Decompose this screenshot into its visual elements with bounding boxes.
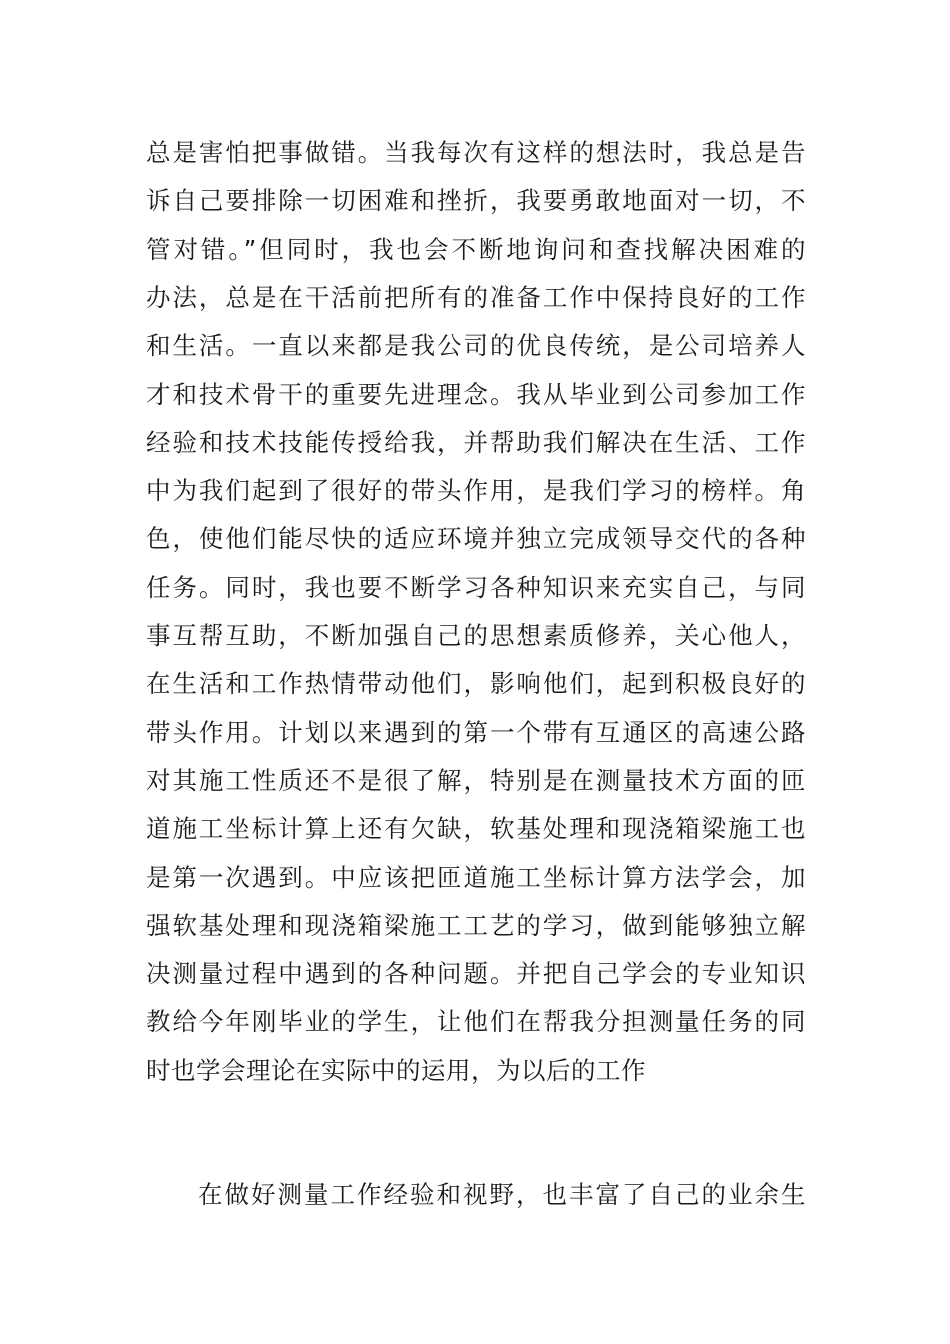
text-line: 道施工坐标计算上还有欠缺，软基处理和现浇箱梁施工也 <box>146 814 806 844</box>
text-line: 色，使他们能尽快的适应环境并独立完成领导交代的各种 <box>146 524 806 554</box>
text-line: 任务。同时，我也要不断学习各种知识来充实自己，与同 <box>146 572 806 602</box>
text-line: 在生活和工作热情带动他们，影响他们，起到积极良好的 <box>146 669 806 699</box>
text-line: 和生活。一直以来都是我公司的优良传统，是公司培养人 <box>146 331 806 361</box>
text-line: 决测量过程中遇到的各种问题。并把自己学会的专业知识 <box>146 959 806 989</box>
text-line: 管对错。”但同时，我也会不断地询问和查找解决困难的 <box>146 234 806 264</box>
text-line: 中为我们起到了很好的带头作用，是我们学习的榜样。角 <box>146 476 806 506</box>
text-line: 经验和技术技能传授给我，并帮助我们解决在生活、工作 <box>146 427 806 457</box>
text-line: 办法，总是在干活前把所有的准备工作中保持良好的工作 <box>146 282 806 312</box>
text-line: 事互帮互助，不断加强自己的思想素质修养，关心他人， <box>146 621 806 650</box>
text-line: 是第一次遇到。中应该把匝道施工坐标计算方法学会，加 <box>146 862 806 892</box>
text-line: 总是害怕把事做错。当我每次有这样的想法时，我总是告 <box>146 138 806 167</box>
text-line: 教给今年刚毕业的学生，让他们在帮我分担测量任务的同 <box>146 1007 806 1037</box>
text-line: 在做好测量工作经验和视野，也丰富了自己的业余生 <box>198 1180 806 1209</box>
text-line: 诉自己要排除一切困难和挫折，我要勇敢地面对一切，不 <box>146 186 806 216</box>
text-line: 强软基处理和现浇箱梁施工工艺的学习，做到能够独立解 <box>146 910 806 940</box>
text-line: 才和技术骨干的重要先进理念。我从毕业到公司参加工作 <box>146 379 806 409</box>
text-line: 对其施工性质还不是很了解，特别是在测量技术方面的匝 <box>146 765 806 795</box>
text-line: 时也学会理论在实际中的运用，为以后的工作 <box>146 1055 646 1085</box>
text-line: 带头作用。计划以来遇到的第一个带有互通区的高速公路 <box>146 717 806 747</box>
